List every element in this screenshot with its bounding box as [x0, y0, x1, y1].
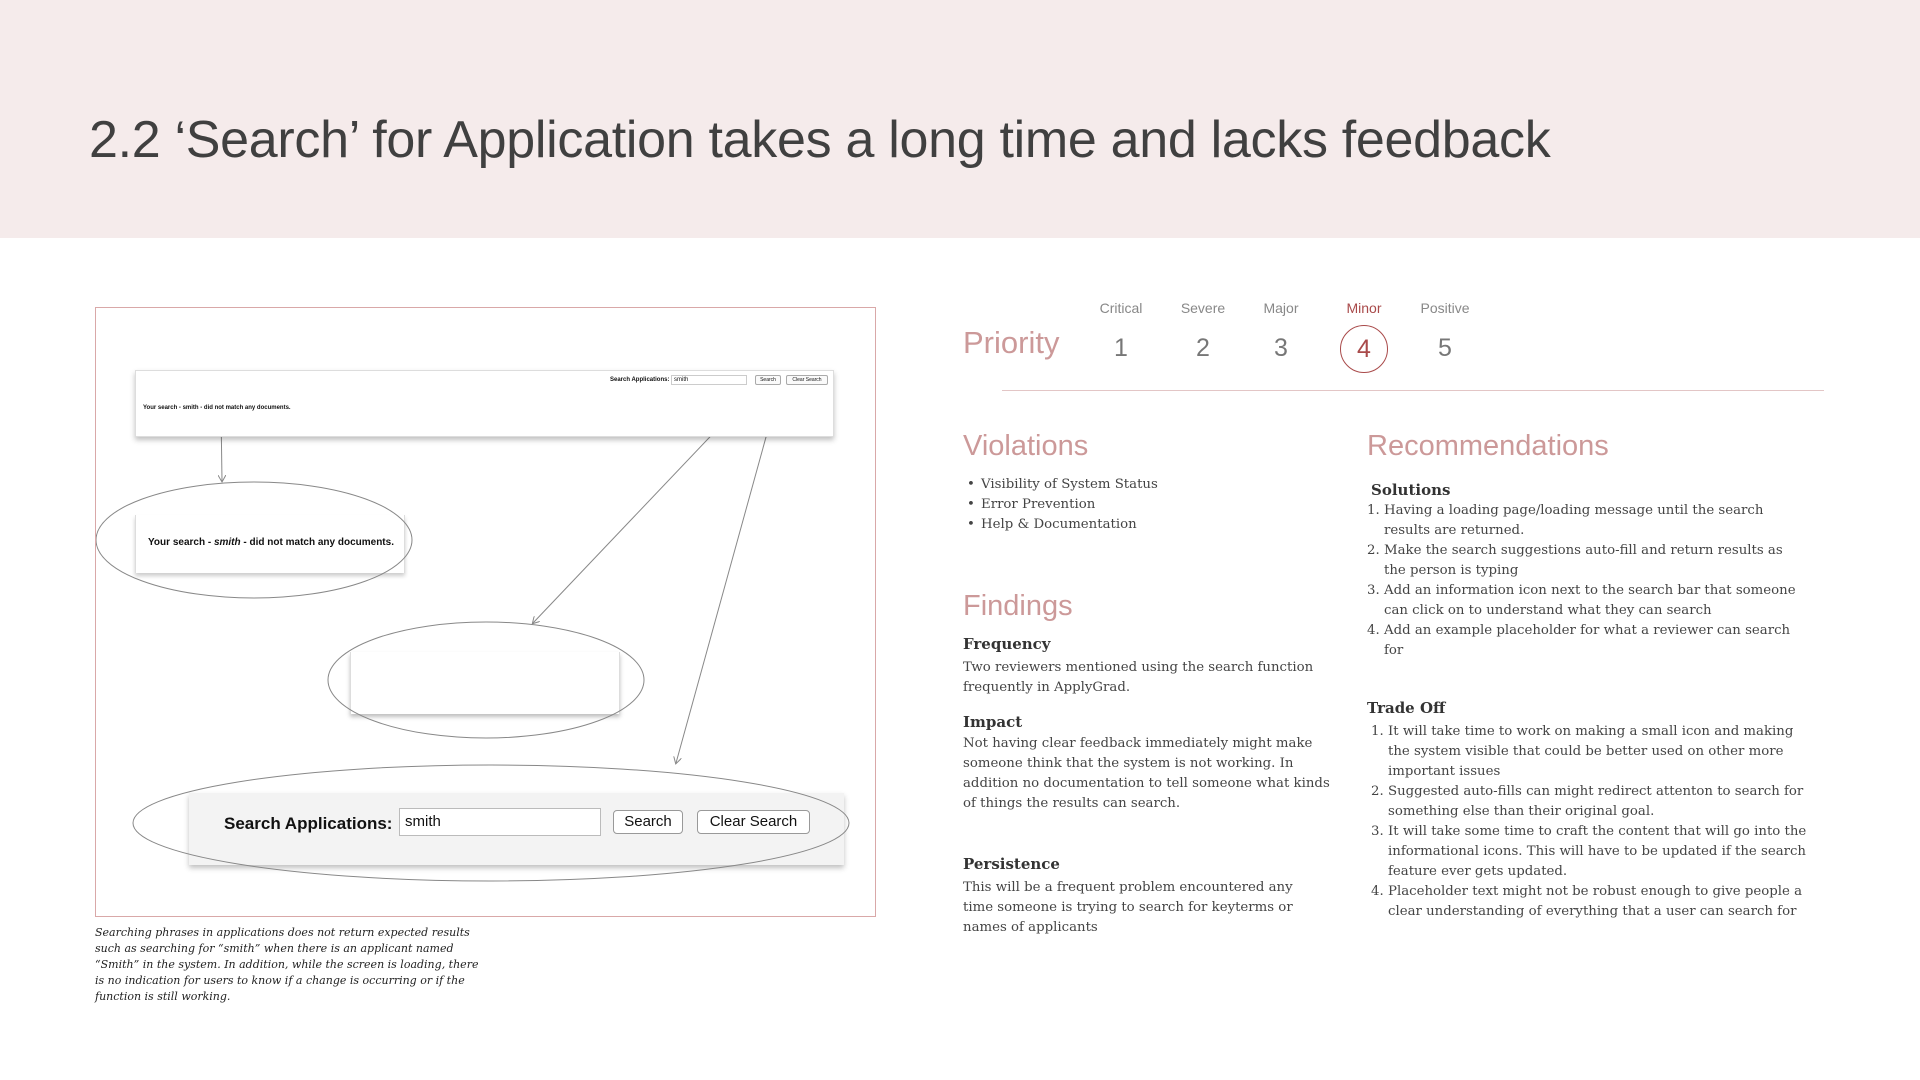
screenshot-figure — [95, 307, 876, 917]
no-results-message-small: Your search - smith - did not match any documents. — [143, 405, 291, 411]
tradeoff-item: 3. It will take some time to craft the content that will go into the informational icons. This will have to be updated if the search feature ever gets updated. — [1371, 824, 1807, 879]
zoomed-no-results-message — [135, 515, 405, 573]
findings-heading: Findings — [963, 590, 1073, 622]
clear-search-button-small: Clear Search — [786, 375, 828, 385]
tradeoff-item: 2. Suggested auto-fills can might redirect attenton to search for something else than their original goal. — [1371, 784, 1804, 819]
search-input: smith — [399, 808, 601, 836]
frequency-title: Frequency — [963, 635, 1051, 653]
tradeoff-item: 4. Placeholder text might not be robust enough to give people a clear understanding of everything that a user can search for — [1371, 884, 1803, 919]
figure-caption: Searching phrases in applications does not return expected results such as searching for “smith” when there is an applicant named “Smith” in the system. In addition, while the screen is loading, there is no indication for users to know if a change is occurring or if the function is still working. — [95, 926, 479, 1003]
priority-divider — [1002, 390, 1824, 391]
no-results-message: Your search - smith - did not match any documents. — [148, 537, 394, 548]
arrow-to-bar — [676, 390, 779, 763]
priority-positive: Positive 5 — [1420, 300, 1470, 362]
persistence-title: Persistence — [963, 855, 1060, 873]
persistence-text: This will be a frequent problem encountered any time someone is trying to search for keyterms or names of applicants — [963, 880, 1293, 935]
tradeoff-item: 1. It will take time to work on making a small icon and making the system visible that could be better used on other more important issues — [1371, 724, 1794, 779]
clear-search-button: Clear Search — [697, 810, 810, 834]
priority-major: Major 3 — [1263, 300, 1299, 362]
recommendations-heading: Recommendations — [1367, 430, 1609, 462]
priority-minor-selected: Minor 4 — [1324, 300, 1404, 373]
tradeoff-title: Trade Off — [1367, 699, 1446, 717]
search-label-small: Search Applications: — [610, 377, 670, 383]
violations-heading: Violations — [963, 430, 1089, 462]
violation-item: • Error Prevention — [963, 495, 1158, 515]
priority-label: Priority — [963, 325, 1060, 360]
search-button: Search — [613, 810, 683, 834]
search-input-small: smith — [671, 375, 747, 385]
impact-title: Impact — [963, 713, 1023, 731]
priority-severe: Severe 2 — [1180, 300, 1226, 362]
solution-item: 2. Make the search suggestions auto-fill and return results as the person is typing — [1367, 543, 1783, 578]
violation-item: • Help & Documentation — [963, 515, 1158, 535]
violation-item: • Visibility of System Status — [963, 475, 1158, 495]
priority-critical: Critical 1 — [1099, 300, 1143, 362]
title-banner — [0, 0, 1920, 238]
zoomed-search-bar — [189, 793, 844, 865]
search-label: Search Applications: — [224, 814, 393, 833]
solutions-list — [1367, 501, 1807, 661]
selected-priority-circle: 4 — [1340, 325, 1388, 373]
tradeoff-list — [1371, 722, 1811, 922]
search-page-screenshot — [135, 370, 834, 437]
slide-title: 2.2 ‘Search’ for Application takes a long time and lacks feedback — [89, 111, 1551, 169]
zoomed-blank-loading-area — [350, 652, 620, 714]
frequency-text: Two reviewers mentioned using the search function frequently in ApplyGrad. — [963, 660, 1314, 695]
violations-list — [963, 475, 1158, 535]
impact-text: Not having clear feedback immediately might make someone think that the system is not working. In addition no documentation to tell someone what kinds of things the results can search. — [963, 736, 1330, 811]
solution-item: 4. Add an example placeholder for what a reviewer can search for — [1367, 623, 1791, 658]
search-button-small: Search — [755, 375, 781, 385]
solution-item: 3. Add an information icon next to the search bar that someone can click on to understand what they can search — [1367, 583, 1796, 618]
solution-item: 1. Having a loading page/loading message until the search results are returned. — [1367, 503, 1764, 538]
solutions-title: Solutions — [1371, 481, 1451, 499]
